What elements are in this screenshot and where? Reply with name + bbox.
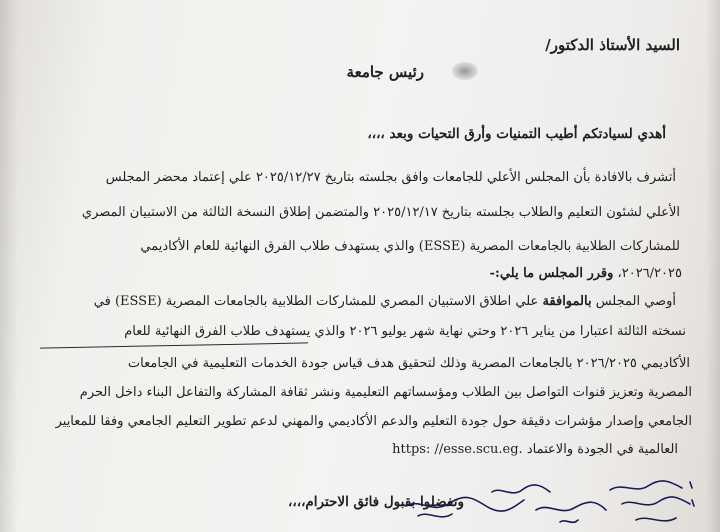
paragraph1-line1: أتشرف بالافادة بأن المجلس الأعلي للجامعات وافق بجلسته بتاريخ ٢٠٢٥/١٢/٢٧ علي إعتماد محضر المجلس (105, 170, 676, 185)
paragraph1-line3 (140, 239, 680, 254)
salutation: السيد الأستاذ الدكتور/ (545, 36, 680, 54)
addressee-title: رئيس جامعة (346, 63, 424, 81)
academic-year: ٢٠٢٦/٢٠٢٥، (617, 266, 682, 281)
closing-line: وتفضلوا بقبول فائق الاحترام،،،، (288, 494, 464, 510)
greeting-line: أهدي لسيادتكم أطيب التمنيات وأرق التحيات وبعد ،،،، (367, 126, 666, 142)
handwritten-notes (400, 470, 700, 532)
ink-smudge (452, 62, 478, 80)
esse-website-link: https: //esse.scu.eg. (392, 442, 523, 457)
paragraph2-line6 (392, 442, 678, 457)
paragraph2-line1-end: في (93, 294, 111, 309)
page-edge-shadow-left (0, 0, 18, 532)
paragraph2-line5: الجامعي وإصدار مؤشرات دقيقة حول جودة التعليم والدعم الأكاديمي والمهني لدعم تطوير التعليم الجامعي وفقا للمعايير (55, 414, 692, 429)
esse-abbreviation-2: (ESSE) (114, 294, 162, 309)
paragraph1-line3-start: للمشاركات الطلابية بالجامعات المصرية (469, 239, 680, 254)
paragraph1-line2: الأعلي لشئون التعليم والطلاب بجلسته بتاريخ ٢٠٢٥/١٢/١٧ والمتضمن إطلاق النسخة الثالثة من الاستبيان المصري (81, 205, 680, 220)
council-decision-heading: وقرر المجلس ما يلي:- (489, 266, 614, 281)
paragraph2-line6-start: العالمية في الجودة والاعتماد (526, 442, 678, 457)
esse-abbreviation: (ESSE) (418, 239, 466, 254)
handwritten-underline (40, 342, 308, 348)
paragraph2-line3: الأكاديمي ٢٠٢٦/٢٠٢٥ بالجامعات المصرية وذلك لتحقيق هدف قياس جودة الخدمات التعليمية في الجامعات (127, 356, 690, 371)
page-edge-shadow-right (706, 0, 720, 532)
paragraph2-line1-start: أوصي المجلس (595, 294, 676, 309)
paragraph1-line3-end: والذي يستهدف طلاب الفرق النهائية للعام الأكاديمي (140, 239, 415, 254)
paragraph1-line4 (490, 266, 682, 281)
paragraph2-line1 (94, 294, 676, 309)
paragraph2-line4: المصرية وتعزيز قنوات التواصل بين الطلاب ومؤسساتهم التعليمية ونشر ثقافة المشاركة والتفاعل البناء داخل الحرم (79, 385, 692, 400)
approval-word: بالموافقة (542, 294, 592, 309)
paragraph2-line2: نسخته الثالثة اعتبارا من يناير ٢٠٢٦ وحتي نهاية شهر يوليو ٢٠٢٦ والذي يستهدف طلاب الفرق النهائية للعام (124, 324, 686, 339)
paragraph2-line1-middle: علي اطلاق الاستبيان المصري للمشاركات الطلابية بالجامعات المصرية (165, 294, 539, 309)
